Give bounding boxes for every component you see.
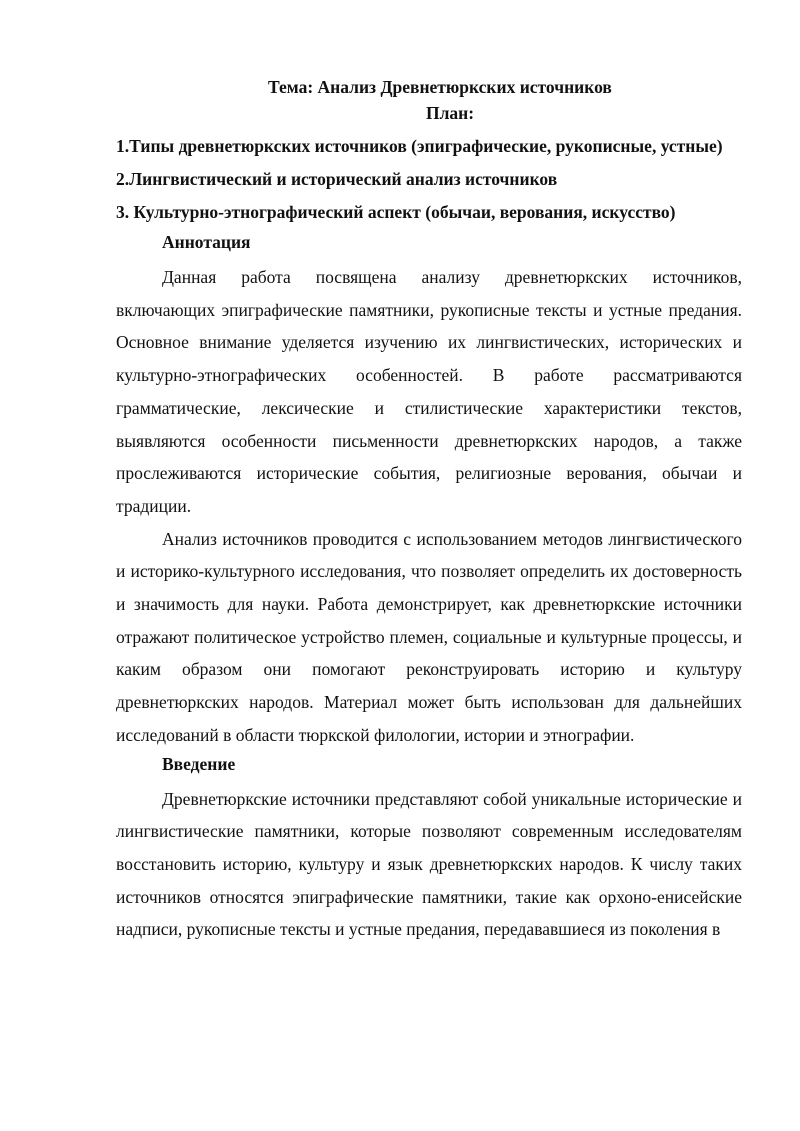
document-page: [116, 75, 742, 946]
plan-item-2: 2.Лингвистический и исторический анализ источников: [116, 169, 558, 189]
plan-item-1: 1.Типы древнетюркских источников (эпиграфические, рукописные, устные): [116, 136, 723, 156]
annotation-paragraph-1: Данная работа посвящена анализу древнетюркских источников, включающих эпиграфические памятники, рукописные тексты и устные предания. Основное внимание уделяется изучению их лингвистических, исторических и культурно-этнографических особенностей. В работе рассматриваются грамматические, лексические и стилистические характеристики текстов, выявляются особенности письменности древнетюркских народов, а также прослеживаются исторические события, религиозные верования, обычаи и традиции.: [116, 267, 742, 516]
introduction-heading: Введение: [162, 753, 236, 774]
document-title: Тема: Анализ Древнетюркских источников: [268, 77, 612, 97]
plan-item-3: 3. Культурно-этнографический аспект (обычаи, верования, искусство): [116, 202, 676, 222]
annotation-paragraph-2: Анализ источников проводится с использованием методов лингвистического и историко-культурного исследования, что позволяет определить их достоверность и значимость для науки. Работа демонстрирует, как древнетюркские источники отражают политическое устройство племен, социальные и культурные процессы, и каким образом они помогают реконструировать историю и культуру древнетюркских народов. Материал может быть использован для дальнейших исследований в области тюркской филологии, истории и этнографии.: [116, 528, 742, 745]
introduction-paragraph-1: Древнетюркские источники представляют собой уникальные исторические и лингвистические памятники, которые позволяют современным исследователям восстановить историю, культуру и язык древнетюркских народов. К числу таких источников относятся эпиграфические памятники, такие как орхоно-енисейские надписи, рукописные тексты и устные предания, передававшиеся из поколения в: [116, 788, 742, 940]
annotation-heading: Аннотация: [162, 232, 251, 252]
plan-title: План:: [426, 103, 475, 123]
